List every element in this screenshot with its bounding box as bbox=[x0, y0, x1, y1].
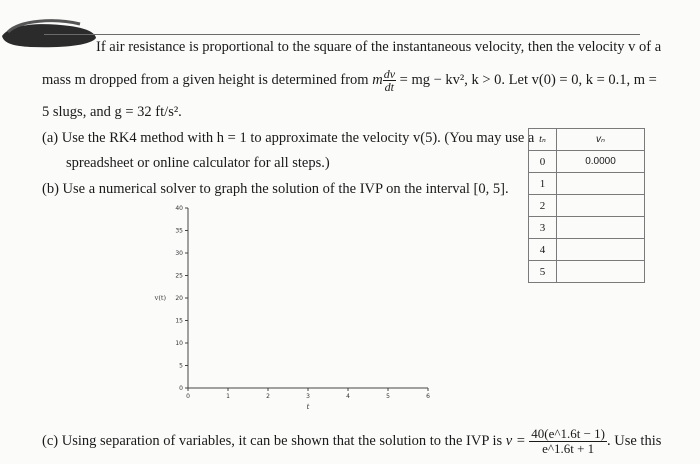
part-a-line2: spreadsheet or online calculator for all steps.) bbox=[66, 155, 330, 171]
table-header-row bbox=[529, 129, 645, 151]
part-c-lead: (c) Using separation of variables, it can be shown that the solution to the IVP is bbox=[42, 432, 503, 449]
table-row bbox=[529, 195, 645, 217]
table-row bbox=[529, 261, 645, 283]
cell-t: 0 bbox=[529, 151, 557, 173]
x-tick-label: 3 bbox=[306, 393, 310, 400]
part-a-line1: (a) Use the RK4 method with h = 1 to approximate the velocity v(5). (You may use a bbox=[42, 130, 535, 146]
y-tick-label: 10 bbox=[175, 340, 183, 347]
ode-rhs: = mg − kv², k > 0. Let v(0) = 0, k = 0.1, m = bbox=[399, 71, 657, 88]
table-row bbox=[529, 217, 645, 239]
x-tick-label: 6 bbox=[426, 393, 430, 400]
x-tick-label: 4 bbox=[346, 393, 350, 400]
y-tick-label: 15 bbox=[175, 317, 183, 325]
header-vn: vₙ bbox=[557, 129, 645, 151]
y-tick-label: 0 bbox=[179, 385, 183, 392]
part-c bbox=[42, 427, 661, 456]
x-tick-label: 0 bbox=[186, 393, 190, 400]
part-c-tail: . Use this bbox=[607, 432, 662, 449]
cell-t: 4 bbox=[529, 239, 557, 261]
x-tick-label: 5 bbox=[386, 393, 390, 400]
cell-t: 3 bbox=[529, 217, 557, 239]
table-row bbox=[529, 151, 645, 173]
x-axis-label: t bbox=[306, 403, 310, 411]
part-b: (b) Use a numerical solver to graph the solution of the IVP on the interval [0, 5]. bbox=[42, 181, 509, 197]
solution-numerator: 40(e^1.6t − 1) bbox=[531, 426, 605, 441]
y-tick-label: 5 bbox=[179, 362, 183, 370]
y-axis-label: v(t) bbox=[154, 294, 166, 302]
cell-v[interactable]: 0.0000 bbox=[557, 151, 645, 173]
rk4-table bbox=[528, 128, 645, 283]
header-tn: tₙ bbox=[529, 129, 557, 151]
empty-graph[interactable] bbox=[150, 196, 450, 411]
solution-fraction bbox=[529, 427, 607, 456]
ode-numerator: dv bbox=[383, 67, 396, 81]
x-tick-label: 1 bbox=[226, 393, 230, 400]
x-tick-label: 2 bbox=[266, 393, 270, 400]
y-tick-label: 40 bbox=[175, 205, 183, 212]
ode-lead: m bbox=[372, 71, 383, 88]
y-tick-label: 20 bbox=[175, 295, 183, 302]
cell-v[interactable] bbox=[557, 173, 645, 195]
intro-line: If air resistance is proportional to the square of the instantaneous velocity, then the velocity v of a bbox=[96, 39, 662, 55]
y-tick-label: 25 bbox=[175, 272, 183, 280]
part-c-v: v = bbox=[505, 432, 526, 449]
ode-fraction bbox=[383, 68, 396, 93]
y-tick-label: 30 bbox=[175, 250, 183, 257]
solution-denominator: e^1.6t + 1 bbox=[542, 441, 595, 456]
cell-v[interactable] bbox=[557, 217, 645, 239]
y-tick-label: 35 bbox=[175, 227, 183, 235]
table-row bbox=[529, 239, 645, 261]
cell-t: 2 bbox=[529, 195, 557, 217]
cell-v[interactable] bbox=[557, 195, 645, 217]
cell-t: 1 bbox=[529, 173, 557, 195]
cell-v[interactable] bbox=[557, 239, 645, 261]
top-rule bbox=[44, 34, 640, 35]
line3: 5 slugs, and g = 32 ft/s². bbox=[42, 104, 182, 120]
cell-v[interactable] bbox=[557, 261, 645, 283]
cell-t: 5 bbox=[529, 261, 557, 283]
table-row bbox=[529, 173, 645, 195]
ode-denominator: dt bbox=[384, 80, 395, 94]
line2-text: mass m dropped from a given height is determined from bbox=[42, 71, 369, 88]
ode-line bbox=[42, 68, 657, 93]
